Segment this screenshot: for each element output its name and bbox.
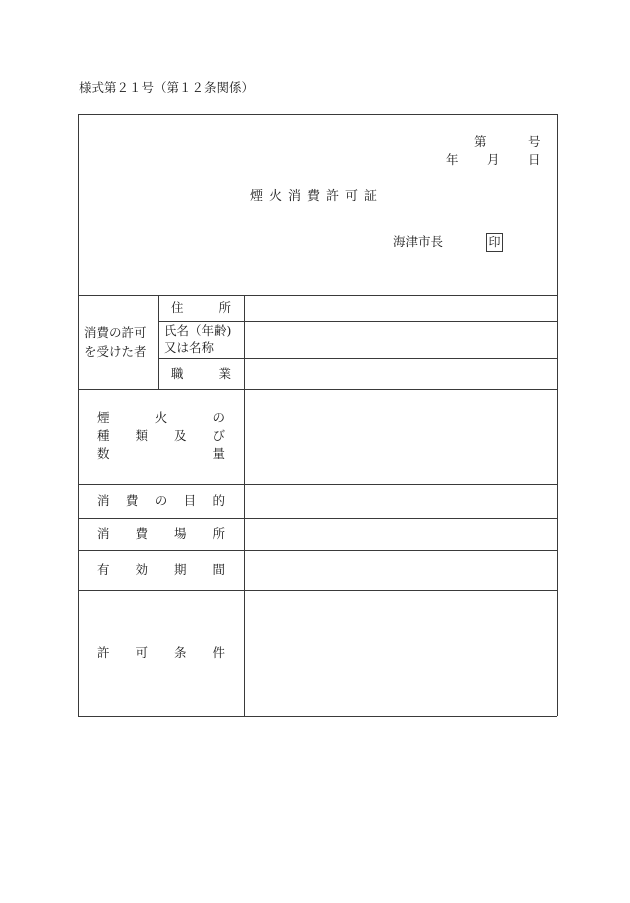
address-label-char: 住 xyxy=(171,300,184,315)
number-label-first: 第 xyxy=(474,134,487,149)
conditions-label-char: 条 xyxy=(173,645,187,660)
fireworks-label-line2 xyxy=(97,430,225,443)
frame-bottom-border xyxy=(78,716,557,717)
fireworks-label-line3 xyxy=(97,448,225,461)
place-label-char: 場 xyxy=(173,526,187,541)
date-month-label: 月 xyxy=(487,152,500,167)
holder-subcolumn-divider xyxy=(158,295,159,389)
fireworks-label-line1 xyxy=(97,412,225,425)
period-label-char: 効 xyxy=(135,562,148,577)
purpose-label-char: 的 xyxy=(212,493,225,508)
occupation-label-char: 職 xyxy=(171,366,184,381)
period-label xyxy=(97,564,225,577)
conditions-label xyxy=(97,647,225,660)
fireworks-label-char: 火 xyxy=(154,410,168,425)
place-label-char: 費 xyxy=(135,526,148,541)
name-row-border xyxy=(158,358,557,359)
frame-right-border xyxy=(557,114,558,716)
frame-top-border xyxy=(78,114,557,115)
purpose-label xyxy=(97,495,225,508)
form-caption: 様式第２１号（第１２条関係） xyxy=(79,80,255,95)
purpose-label-char: 消 xyxy=(97,493,110,508)
fireworks-label-char: の xyxy=(212,410,225,425)
issuer-name: 海津市長 xyxy=(393,234,444,249)
official-seal-box: 印 xyxy=(486,233,503,252)
name-label-line1: 氏名（年齢) xyxy=(164,323,232,338)
holder-group-label-line2: を受けた者 xyxy=(84,344,147,359)
period-bottom-border xyxy=(78,590,557,591)
fireworks-label-char: 種 xyxy=(97,428,110,443)
conditions-label-char: 可 xyxy=(135,645,148,660)
purpose-label-char: 目 xyxy=(183,493,197,508)
address-label xyxy=(171,302,231,315)
label-column-divider xyxy=(244,295,245,716)
purpose-label-char: の xyxy=(154,493,168,508)
conditions-label-char: 許 xyxy=(97,645,110,660)
header-bottom-border xyxy=(78,295,557,296)
occupation-label xyxy=(171,368,231,381)
holder-bottom-border xyxy=(78,389,557,390)
fireworks-label-char: 数 xyxy=(97,446,110,461)
fireworks-label-char: び xyxy=(212,428,225,443)
purpose-bottom-border xyxy=(78,518,557,519)
place-label-char: 消 xyxy=(97,526,110,541)
place-bottom-border xyxy=(78,550,557,551)
form-title: 煙火消費許可証 xyxy=(250,189,384,204)
occupation-label-char: 業 xyxy=(218,366,231,381)
fireworks-label-char: 及 xyxy=(173,428,187,443)
date-day-label: 日 xyxy=(528,152,541,167)
fireworks-label-char: 量 xyxy=(212,446,225,461)
frame-left-border xyxy=(78,114,79,716)
fireworks-bottom-border xyxy=(78,484,557,485)
address-label-char: 所 xyxy=(218,300,231,315)
period-label-char: 期 xyxy=(173,562,187,577)
place-label xyxy=(97,528,225,541)
fireworks-label-char: 類 xyxy=(135,428,148,443)
number-label-suffix: 号 xyxy=(528,134,541,149)
fireworks-label-char: 煙 xyxy=(97,410,110,425)
holder-group-label-line1: 消費の許可 xyxy=(84,325,147,340)
conditions-label-char: 件 xyxy=(212,645,225,660)
date-year-label: 年 xyxy=(446,152,459,167)
period-label-char: 間 xyxy=(212,562,225,577)
address-row-border xyxy=(158,321,557,322)
purpose-label-char: 費 xyxy=(125,493,139,508)
place-label-char: 所 xyxy=(212,526,225,541)
period-label-char: 有 xyxy=(97,562,110,577)
name-label-line2: 又は名称 xyxy=(164,340,215,355)
